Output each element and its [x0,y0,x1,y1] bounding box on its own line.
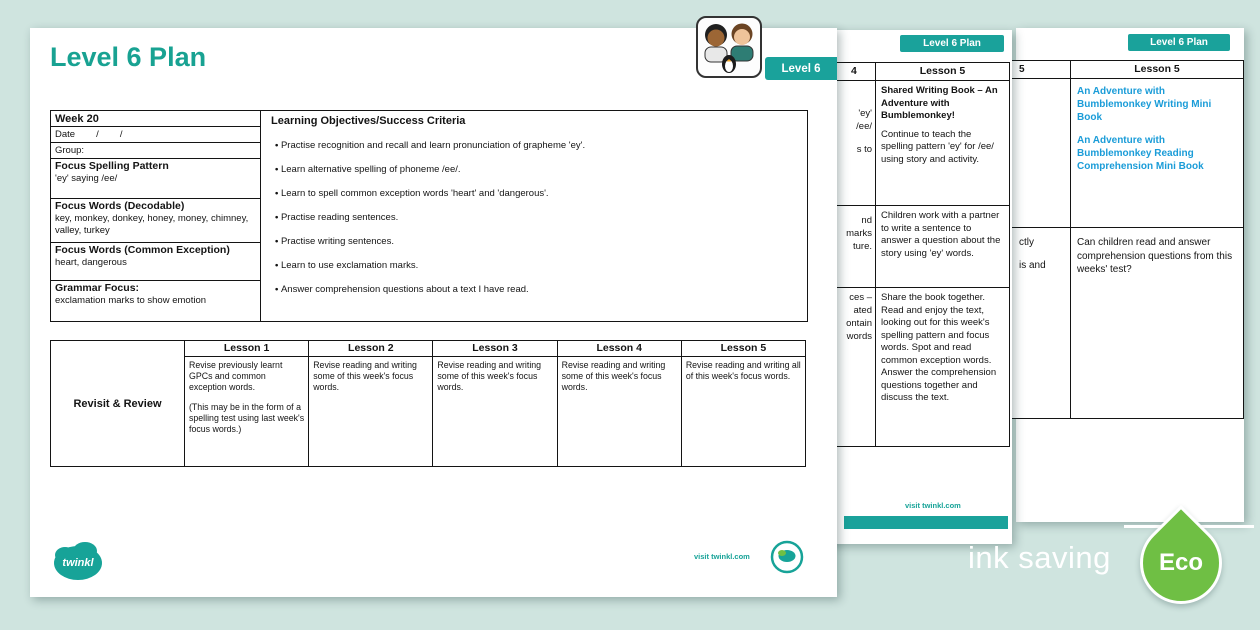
lesson-5-header: Lesson 5 [720,342,767,354]
children-avatar-icon [700,20,758,74]
objective-item: • Practise recognition and recall and learn pronunciation of grapheme 'ey'. [275,140,797,151]
date-field: Date / / [51,127,260,143]
lesson-2-header: Lesson 2 [309,341,433,356]
week-info-table [50,110,808,322]
objective-item: • Practise writing sentences. [275,236,797,247]
page2-footer-bar [844,516,1008,529]
group-field: Group: [51,143,260,159]
lessons-header-row [185,341,805,357]
objective-item: • Learn to spell common exception words 'heart' and 'dangerous'. [275,188,797,199]
focus-words-decodable-label: Focus Words (Decodable) [55,200,185,212]
clipped-text: 'ey' [858,108,872,119]
lessons-table [50,340,806,467]
focus-words-decodable [51,199,260,243]
lesson-4-cell: Revise reading and writing some of this week's focus words. [558,357,682,466]
page-1 [30,28,837,597]
lesson-5-cell: Revise reading and writing all of this week's focus words. [685,360,801,381]
twinkl-roundel-logo [770,540,804,574]
lesson-2-cell: Revise reading and writing some of this week's focus words. [309,357,433,466]
lesson-3-cell: Revise reading and writing some of this week's focus words. [433,357,557,466]
visit-twinkl-link: visit twinkl.com [694,552,750,561]
lessons-body-row [185,357,805,466]
page3-resources-cell [1071,79,1243,228]
grammar-focus [51,281,260,321]
clipped-text: /ee/ [856,121,872,132]
lesson-1-cell-p1: Revise previously learnt GPCs and common exception words. [189,360,283,392]
lesson-1-cell-p2: (This may be in the form of a spelling test using last week's focus words.) [189,402,305,434]
lesson-1-cell [185,357,309,466]
ink-saving-label: ink saving [968,540,1111,575]
focus-spelling-pattern [51,159,260,199]
objective-item: • Learn alternative spelling of phoneme /ee/. [275,164,797,175]
clipped-column-header: 4 [795,63,876,81]
lesson-1-header: Lesson 1 [185,341,309,356]
page3-lesson5-header: Lesson 5 [1071,61,1243,79]
page2-row2-cell: Children work with a partner to write a sentence to answer a question about the story using 'ey' words. [876,206,1009,288]
revisit-review-label: Revisit & Review [51,341,185,466]
clipped-text: ture. [852,241,872,252]
lessons-columns [185,341,805,466]
page2-row1-cell [876,81,1009,206]
clipped-text: ces – [849,292,872,303]
focus-spelling-pattern-value: 'ey' saying /ee/ [55,173,118,184]
week-info-column [51,111,261,321]
objectives-header: Learning Objectives/Success Criteria [271,115,466,127]
page3-level-banner: Level 6 Plan [1128,34,1230,51]
eco-leaf-icon [1123,505,1239,621]
objective-item: • Learn to use exclamation marks. [275,260,797,271]
level-badge: Level 6 [765,57,837,80]
clipped-text: marks [846,228,872,239]
clipped-text: is and [1019,259,1046,271]
page-3 [1016,28,1244,522]
focus-words-exception-value: heart, dangerous [55,257,127,268]
page-title: Level 6 Plan [50,42,207,72]
page2-lesson5-header: Lesson 5 [876,63,1009,81]
week-label: Week 20 [51,111,260,127]
objective-item: • Answer comprehension questions about a text I have read. [275,284,797,295]
page2-row3-cell: Share the book together. Read and enjoy the text, looking out for this week's spelling pattern and focus words. Spot and read common exception words. Answer the comprehension questions together and discuss the text. [881,292,997,403]
grammar-focus-value: exclamation marks to show emotion [55,295,207,306]
eco-badge-label: Eco [1158,548,1204,576]
focus-words-exception-label: Focus Words (Common Exception) [55,244,230,256]
page2-level-banner: Level 6 Plan [900,35,1004,52]
clipped-text: ated [853,305,872,316]
page2-visit-link: visit twinkl.com [905,501,961,510]
shared-writing-book-title: Shared Writing Book – An Adventure with Bumblemonkey! [881,85,998,121]
clipped-text: ontain [846,318,872,329]
children-avatar [696,16,762,78]
lesson-3-header: Lesson 3 [433,341,557,356]
objective-item: • Practise reading sentences. [275,212,797,223]
reading-comprehension-mini-book-link[interactable]: An Adventure with Bumblemonkey Reading Comprehension Mini Book [1077,135,1204,172]
clipped-text: words [846,331,872,342]
focus-words-decodable-value: key, monkey, donkey, honey, money, chimney, valley, turkey [55,213,249,236]
focus-spelling-pattern-label: Focus Spelling Pattern [55,160,169,172]
focus-words-exception [51,243,260,281]
twinkl-logo [52,536,104,584]
row1-text: Continue to teach the spelling pattern 'ey' for /ee/ using story and activity. [881,128,994,165]
clipped-text: s to [856,144,872,155]
page3-table [976,60,1244,419]
clipped-text: nd [861,215,872,226]
clipped-column-header: 5 [977,61,1071,79]
writing-mini-book-link[interactable]: An Adventure with Bumblemonkey Writing Mini Book [1077,86,1212,123]
svg-text:twinkl: twinkl [62,557,94,569]
objectives-cell [261,111,807,321]
page3-assessment-cell: Can children read and answer comprehension questions from this weeks' test? [1077,237,1233,275]
clipped-text: ctly [1019,237,1034,248]
lesson-4-header: Lesson 4 [558,341,682,356]
grammar-focus-label: Grammar Focus: [55,282,140,294]
